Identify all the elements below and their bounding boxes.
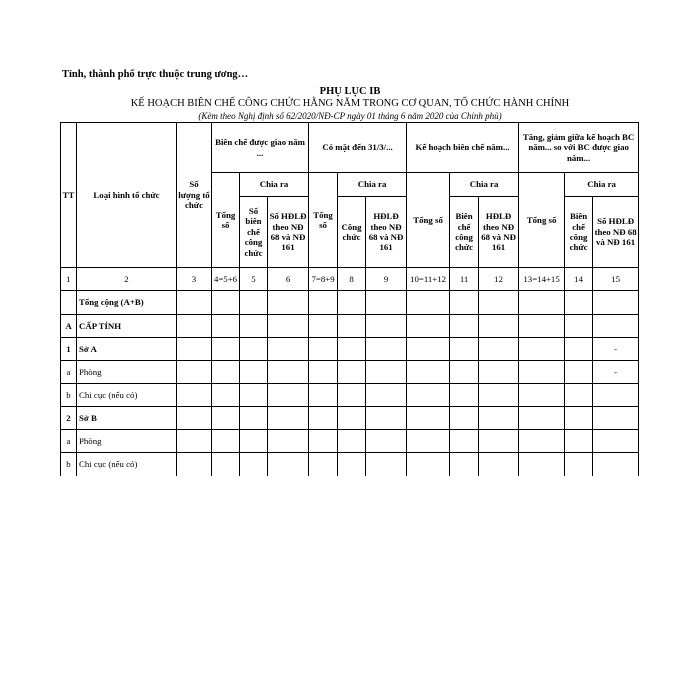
table-row: [61, 407, 639, 430]
row-value-cell: [177, 291, 212, 315]
header-civil-servant-count: Số biên chế công chức: [240, 197, 268, 268]
document-subtitle: KẾ HOẠCH BIÊN CHẾ CÔNG CHỨC HẰNG NĂM TRONG CƠ QUAN, TỔ CHỨC HÀNH CHÍNH: [130, 98, 570, 109]
row-value-cell: [212, 361, 240, 384]
row-value-cell: [479, 407, 519, 430]
row-value-cell: [268, 430, 309, 453]
row-value-cell: [407, 291, 450, 315]
row-value-cell: [212, 407, 240, 430]
row-value-cell: [593, 453, 639, 476]
row-value-cell: [177, 453, 212, 476]
index-cell: 1: [61, 268, 77, 291]
row-value-cell: [450, 315, 479, 338]
index-cell: 10=11+12: [407, 268, 450, 291]
index-cell: 11: [450, 268, 479, 291]
row-tt: [61, 291, 77, 315]
row-value-cell: [309, 338, 338, 361]
row-value-cell: [565, 407, 593, 430]
row-value-cell: [565, 430, 593, 453]
row-value-cell: [565, 384, 593, 407]
row-value-cell: [407, 407, 450, 430]
table-row: [61, 315, 639, 338]
row-value-cell: [268, 384, 309, 407]
row-value-cell: [479, 315, 519, 338]
row-value-cell: [177, 338, 212, 361]
row-value-cell: [177, 384, 212, 407]
row-org-name: Phòng: [77, 430, 177, 453]
row-value-cell: [407, 384, 450, 407]
header-planned-staffing: Kế hoạch biên chế năm...: [407, 123, 519, 173]
row-value-cell: [366, 453, 407, 476]
row-value-cell: [407, 361, 450, 384]
row-value-cell: [593, 384, 639, 407]
row-value-cell: [212, 384, 240, 407]
header-contract: HĐLĐ theo NĐ 68 và NĐ 161: [479, 197, 519, 268]
header-total: Tổng số: [519, 173, 565, 268]
row-value-cell: [212, 291, 240, 315]
row-value-cell: [565, 453, 593, 476]
table-row: [61, 453, 639, 476]
row-value-cell: [519, 361, 565, 384]
staffing-plan-table: [60, 122, 639, 476]
row-value-cell: [309, 315, 338, 338]
row-org-name: Phòng: [77, 361, 177, 384]
row-value-cell: [240, 361, 268, 384]
header-civil-servant: Công chức: [338, 197, 366, 268]
row-value-cell: [366, 315, 407, 338]
header-org-count: Số lượng tổ chức: [177, 123, 212, 268]
row-value-cell: [450, 407, 479, 430]
row-value-cell: [240, 338, 268, 361]
row-value-cell: [240, 315, 268, 338]
header-assigned-staffing: Biên chế được giao năm ...: [212, 123, 309, 173]
row-value-cell: [338, 291, 366, 315]
row-value-cell: [309, 384, 338, 407]
row-value-cell: [593, 407, 639, 430]
row-value-cell: [565, 361, 593, 384]
header-civil-servant-staffing: Biên chế công chức: [565, 197, 593, 268]
row-value-cell: [366, 430, 407, 453]
index-cell: 2: [77, 268, 177, 291]
header-breakdown: Chia ra: [338, 173, 407, 197]
row-value-cell: [366, 384, 407, 407]
row-value-cell: [212, 315, 240, 338]
header-breakdown: Chia ra: [450, 173, 519, 197]
header-change: Tăng, giảm giữa kế hoạch BC năm... so với BC được giao năm...: [519, 123, 639, 173]
row-value-cell: [366, 338, 407, 361]
row-value-cell: [338, 453, 366, 476]
header-contract-count: Số HĐLĐ theo NĐ 68 và NĐ 161: [268, 197, 309, 268]
header-contract-count: Số HĐLĐ theo NĐ 68 và NĐ 161: [593, 197, 639, 268]
row-value-cell: [212, 338, 240, 361]
row-value-cell: [212, 453, 240, 476]
index-cell: 12: [479, 268, 519, 291]
row-org-name: Sở B: [77, 407, 177, 430]
row-value-cell: [268, 361, 309, 384]
row-value-cell: [519, 291, 565, 315]
row-tt: A: [61, 315, 77, 338]
row-value-cell: [338, 407, 366, 430]
row-org-name: CẤP TỈNH: [77, 315, 177, 338]
index-cell: 15: [593, 268, 639, 291]
index-cell: 9: [366, 268, 407, 291]
row-value-cell: [479, 338, 519, 361]
row-value-cell: [268, 291, 309, 315]
row-value-cell: [450, 361, 479, 384]
row-tt: b: [61, 384, 77, 407]
row-value-cell: [366, 407, 407, 430]
row-value-cell: [268, 338, 309, 361]
header-org-type: Loại hình tổ chức: [77, 123, 177, 268]
province-label: Tỉnh, thành phố trực thuộc trung ương…: [62, 69, 249, 80]
row-value-cell: [479, 291, 519, 315]
row-tt: a: [61, 361, 77, 384]
row-value-cell: [309, 361, 338, 384]
row-value-cell: [268, 407, 309, 430]
row-value-cell: [450, 338, 479, 361]
row-value-cell: [309, 407, 338, 430]
row-value-cell: [479, 361, 519, 384]
index-cell: 5: [240, 268, 268, 291]
header-breakdown: Chia ra: [240, 173, 309, 197]
header-total: Tổng số: [212, 173, 240, 268]
row-value-cell: [593, 315, 639, 338]
row-value-cell: [366, 291, 407, 315]
row-value-cell: [309, 291, 338, 315]
appendix-title: PHỤ LỤC IB: [319, 86, 381, 97]
row-value-cell: [565, 315, 593, 338]
row-value-cell: [240, 291, 268, 315]
row-org-name: Sở A: [77, 338, 177, 361]
row-value-cell: [450, 430, 479, 453]
row-tt: a: [61, 430, 77, 453]
row-value-cell: [240, 407, 268, 430]
index-cell: 3: [177, 268, 212, 291]
index-cell: 7=8+9: [309, 268, 338, 291]
row-value-cell: [309, 430, 338, 453]
row-value-cell: [565, 338, 593, 361]
header-civil-servant-staffing: Biên chế công chức: [450, 197, 479, 268]
row-value-cell: [177, 315, 212, 338]
index-cell: 8: [338, 268, 366, 291]
row-value-cell: [407, 453, 450, 476]
table-row: [61, 384, 639, 407]
row-value-cell: [593, 430, 639, 453]
index-cell: 13=14+15: [519, 268, 565, 291]
row-value-cell: [479, 430, 519, 453]
header-total: Tổng số: [407, 173, 450, 268]
index-row: [61, 268, 639, 291]
row-value-cell: [309, 453, 338, 476]
row-value-cell: [177, 407, 212, 430]
row-value-cell: [450, 453, 479, 476]
table-row: [61, 361, 639, 384]
row-value-cell: [519, 453, 565, 476]
row-value-cell: [519, 384, 565, 407]
row-value-cell: [479, 453, 519, 476]
table-row: [61, 291, 639, 315]
row-value-cell: [268, 315, 309, 338]
header-breakdown: Chia ra: [565, 173, 639, 197]
row-value-cell: [240, 384, 268, 407]
row-value-cell: [407, 338, 450, 361]
row-value-cell: [177, 430, 212, 453]
header-contract: HĐLĐ theo NĐ 68 và NĐ 161: [366, 197, 407, 268]
row-value-cell: [338, 430, 366, 453]
row-value-cell: [177, 361, 212, 384]
index-cell: 6: [268, 268, 309, 291]
row-value-cell: [407, 315, 450, 338]
header-total: Tổng số: [309, 173, 338, 268]
row-tt: 2: [61, 407, 77, 430]
row-value-cell: [338, 361, 366, 384]
row-tt: b: [61, 453, 77, 476]
row-value-cell: [519, 315, 565, 338]
table-row: [61, 430, 639, 453]
row-value-cell: [338, 384, 366, 407]
decree-note: (Kèm theo Nghị định số 62/2020/NĐ-CP ngày 01 tháng 6 năm 2020 của Chính phủ): [198, 111, 502, 121]
row-value-cell: [565, 291, 593, 315]
row-value-cell: -: [593, 361, 639, 384]
row-tt: 1: [61, 338, 77, 361]
row-value-cell: [479, 384, 519, 407]
row-value-cell: [338, 315, 366, 338]
row-value-cell: [407, 430, 450, 453]
header-tt: TT: [61, 123, 77, 268]
row-org-name: Chi cục (nếu có): [77, 384, 177, 407]
row-org-name: Chi cục (nếu có): [77, 453, 177, 476]
row-value-cell: [593, 291, 639, 315]
row-value-cell: [519, 430, 565, 453]
table-row: [61, 338, 639, 361]
header-present: Có mặt đến 31/3/...: [309, 123, 407, 173]
index-cell: 4=5+6: [212, 268, 240, 291]
row-value-cell: [519, 407, 565, 430]
row-value-cell: -: [593, 338, 639, 361]
row-value-cell: [366, 361, 407, 384]
index-cell: 14: [565, 268, 593, 291]
row-value-cell: [212, 430, 240, 453]
row-value-cell: [268, 453, 309, 476]
row-value-cell: [338, 338, 366, 361]
row-org-name: Tổng cộng (A+B): [77, 291, 177, 315]
row-value-cell: [519, 338, 565, 361]
row-value-cell: [450, 384, 479, 407]
row-value-cell: [450, 291, 479, 315]
row-value-cell: [240, 430, 268, 453]
row-value-cell: [240, 453, 268, 476]
